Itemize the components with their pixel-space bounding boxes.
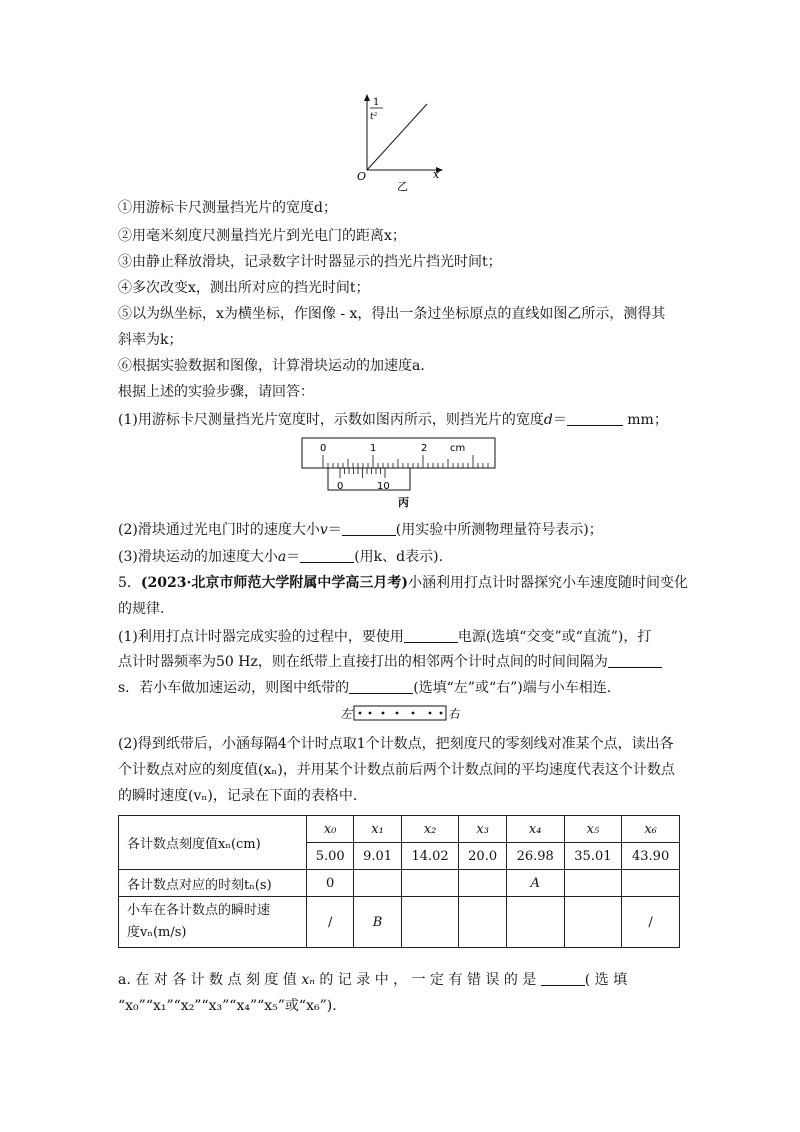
step-2: ②用毫米刻度尺测量挡光片到光电门的距离x； [118, 228, 406, 244]
value-x3: 20.0 [459, 843, 506, 870]
y-label-den: t² [370, 112, 378, 122]
time-t4: A [506, 870, 564, 897]
col-x6: x₆ [622, 816, 680, 843]
time-t1 [354, 870, 401, 897]
p5-q1-blank-1[interactable] [404, 628, 458, 643]
subq-a-line-1 [118, 970, 688, 990]
p5-q1-blank-2[interactable] [608, 653, 662, 668]
q1-text: (1)用游标卡尺测量挡光片宽度时，示数如图丙所示，则挡光片的宽度 [118, 412, 544, 428]
vernier-label-0: 0 [337, 481, 344, 492]
step-6: ⑥根据实验数据和图像，计算滑块运动的加速度a. [118, 358, 425, 374]
row3-header-line-2: 度vₙ(m/s) [127, 925, 187, 940]
subq-a-line-2: “x₀”“x₁”“x₂”“x₃”“x₄”“x₅”或“x₆”). [118, 998, 337, 1014]
p5-q1-text-3: 点计时器频率为50 Hz，则在纸带上直接打出的相邻两个计时点间的时间间隔为 [118, 654, 608, 670]
value-x2: 14.02 [401, 843, 459, 870]
main-scale-body [302, 438, 495, 468]
table-row [119, 897, 680, 948]
problem-source: (2023·北京市师范大学附属中学高三月考) [140, 575, 409, 591]
p5-q1-text-4: s．若小车做加速运动，则图中纸带的 [118, 680, 350, 696]
time-t3 [459, 870, 506, 897]
question-1 [118, 410, 688, 430]
col-x2: x₂ [401, 816, 459, 843]
row2-header: 各计数点对应的时刻tₙ(s) [119, 870, 307, 897]
time-t6 [622, 870, 680, 897]
speed-v6: / [622, 897, 680, 948]
q3-text: (3)滑块运动的加速度大小 [118, 549, 278, 565]
step-1: ①用游标卡尺测量挡光片的宽度d； [118, 200, 337, 216]
row3-header [119, 897, 307, 948]
speed-v1: B [354, 897, 401, 948]
subq-a-text: a. 在 对 各 计 数 点 刻 度 值 [118, 972, 297, 988]
main-label-cm: cm [450, 443, 466, 454]
time-t2 [401, 870, 459, 897]
tape-dot [396, 712, 399, 715]
col-x4: x₄ [506, 816, 564, 843]
row1-header: 各计数点刻度值xₙ(cm) [119, 816, 307, 870]
time-t0: 0 [307, 870, 354, 897]
q3-var: a [277, 549, 287, 565]
p5-q1-line-3 [118, 678, 688, 698]
q3-blank[interactable] [300, 548, 354, 563]
speed-v5 [564, 897, 622, 948]
graph-caption: 乙 [397, 180, 408, 192]
q1-unit: mm； [627, 412, 668, 428]
tape-left-label: 左 [340, 707, 353, 721]
col-x3: x₃ [459, 816, 506, 843]
tape-dot [382, 712, 385, 715]
p5-q1-text-5: (选填“左”或“右”)端与小车相连. [413, 680, 612, 696]
origin-label: O [357, 170, 367, 183]
y-label-num: 1 [373, 97, 380, 108]
q2-note: (用实验中所测物理量符号表示)； [395, 522, 603, 538]
q2-var: v [319, 522, 328, 538]
q3-note: (用k、d表示). [354, 549, 444, 565]
tape-dot [369, 712, 372, 715]
speed-v0: / [307, 897, 354, 948]
q1-eq: ＝ [552, 412, 567, 428]
q1-var: d [543, 412, 553, 428]
problem-text: 小涵利用打点计时器探究小车速度随时间变化 [408, 575, 689, 591]
y-axis-arrow [364, 94, 370, 101]
tape-dot [412, 712, 415, 715]
p5-q2-line-3: 的瞬时速度(vₙ)，记录在下面的表格中. [118, 788, 358, 804]
data-table [118, 815, 680, 948]
paper-tape [340, 703, 460, 725]
value-x5: 35.01 [564, 843, 622, 870]
caliper-caption: 丙 [398, 496, 409, 509]
problem-5-cont: 的规律. [118, 601, 165, 617]
problem-5-heading [118, 573, 688, 593]
value-x6: 43.90 [622, 843, 680, 870]
subq-a-var: xₙ [301, 972, 315, 988]
step-4: ④多次改变x，测出所对应的挡光时间t； [118, 280, 370, 296]
q2-eq: ＝ [327, 522, 342, 538]
q2-text: (2)滑块通过光电门时的速度大小 [118, 522, 320, 538]
problem-number: 5． [118, 575, 141, 591]
col-x5: x₅ [564, 816, 622, 843]
graph-yi [355, 92, 455, 192]
step-5-cont: 斜率为k； [118, 332, 183, 348]
tape-dot [440, 712, 443, 715]
p5-q1-line-1 [118, 627, 688, 647]
q1-blank[interactable] [567, 411, 623, 426]
p5-q1-text: (1)利用打点计时器完成实验的过程中，要使用 [118, 629, 404, 645]
table-row [119, 870, 680, 897]
vernier-label-10: 10 [377, 481, 390, 492]
vernier-caliper [300, 436, 500, 512]
value-x1: 9.01 [354, 843, 401, 870]
question-2 [118, 520, 688, 540]
row3-header-line-1: 小车在各计数点的瞬时速 [127, 903, 271, 918]
p5-q2-line-1: (2)得到纸带后，小涵每隔4个计时点取1个计数点，把刻度尺的零刻线对准某个点，读出各 [118, 736, 674, 752]
instruction: 根据上述的实验步骤，请回答： [118, 384, 314, 400]
main-label-1: 1 [370, 443, 377, 454]
q3-eq: ＝ [286, 549, 301, 565]
col-x1: x₁ [354, 816, 401, 843]
main-label-0: 0 [320, 443, 327, 454]
question-3 [118, 547, 688, 567]
tape-right-label: 右 [448, 707, 460, 721]
value-x4: 26.98 [506, 843, 564, 870]
table-row [119, 816, 680, 843]
p5-q1-line-2 [118, 652, 688, 672]
speed-v3 [459, 897, 506, 948]
value-x0: 5.00 [307, 843, 354, 870]
p5-q1-text-2: 电源(选填“交变”或“直流”)，打 [457, 629, 652, 645]
p5-q2-line-2: 个计数点对应的刻度值(xₙ)，并用某个计数点前后两个计数点间的平均速度代表这个计数点 [118, 762, 675, 778]
subq-a-text-3: ( 选 填 [584, 972, 628, 988]
subq-a-text-2: 的 记 录 中 ， 一 定 有 错 误 的 是 [319, 972, 537, 988]
tape-dot [359, 712, 362, 715]
main-label-2: 2 [421, 443, 428, 454]
step-3: ③由静止释放滑块，记录数字计时器显示的挡光片挡光时间t； [118, 254, 502, 270]
speed-v2 [401, 897, 459, 948]
tape-body [354, 706, 446, 720]
subq-a-blank[interactable] [541, 971, 585, 986]
time-t5 [564, 870, 622, 897]
tape-dot [429, 712, 432, 715]
x-axis-label: x [433, 168, 440, 181]
speed-v4 [506, 897, 564, 948]
q2-blank[interactable] [342, 521, 396, 536]
step-5: ⑤以为纵坐标，x为横坐标，作图像 - x，得出一条过坐标原点的直线如图乙所示，测得其 [118, 306, 666, 322]
col-x0: x₀ [307, 816, 354, 843]
p5-q1-blank-3[interactable] [349, 679, 413, 694]
